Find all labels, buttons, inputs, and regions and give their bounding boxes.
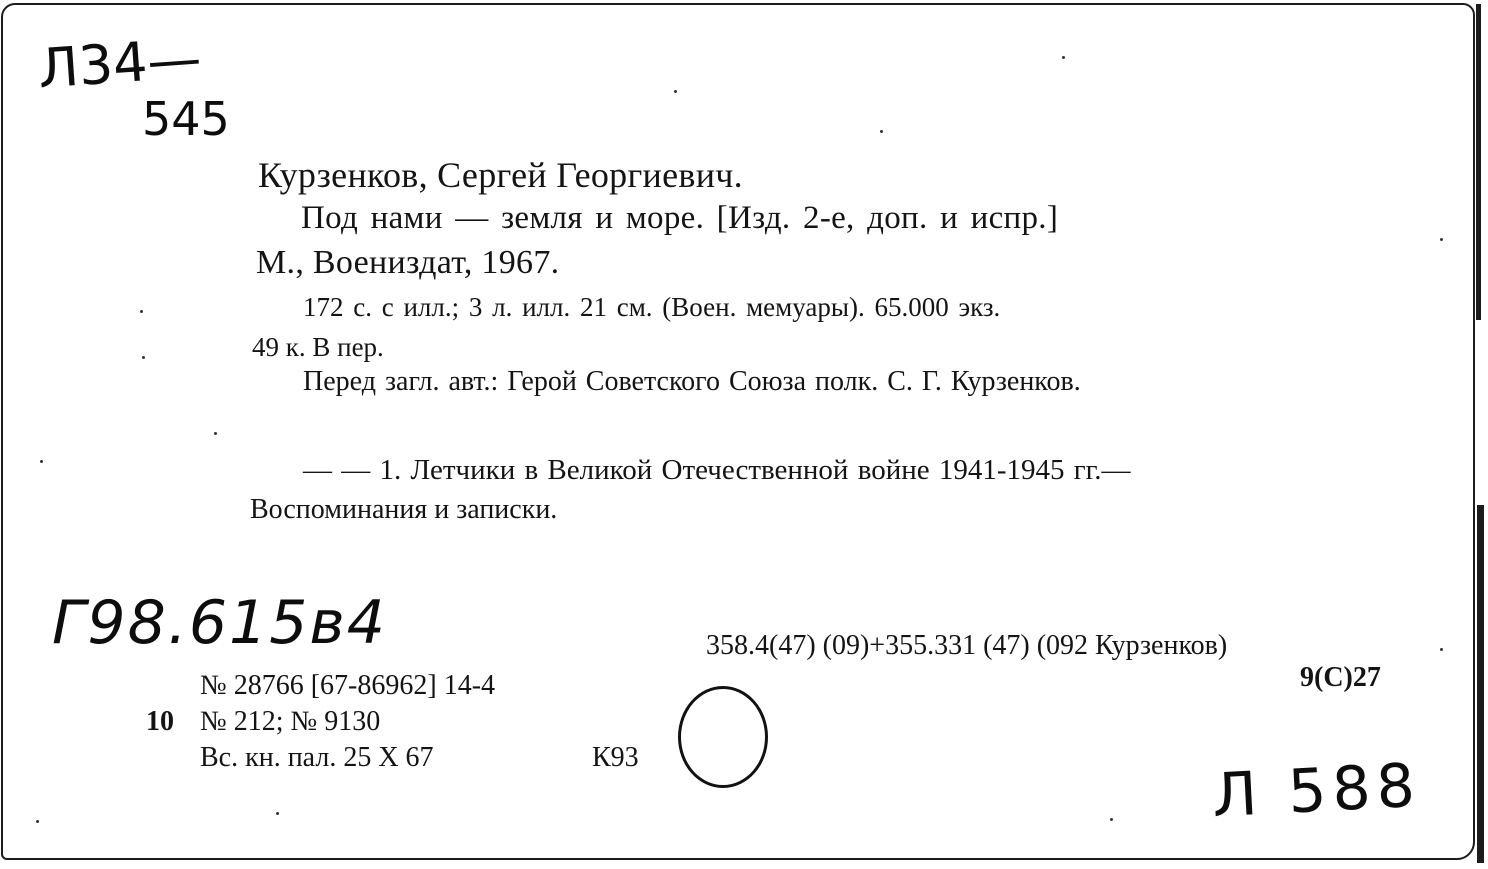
note-line: Перед загл. авт.: Герой Советского Союза полк. С. Г. Курзенков. [303, 366, 1081, 397]
speck [1440, 648, 1443, 651]
author-mark: К93 [592, 742, 639, 773]
handwritten-shelf-mark-line1: Л34— [36, 26, 204, 101]
order-number-line: № 28766 [67-86962] 14-4 [200, 670, 496, 701]
speck [140, 310, 143, 313]
speck [142, 356, 145, 359]
speck [1110, 818, 1113, 821]
udc-index: 358.4(47) (09)+355.331 (47) (092 Курзенков) [706, 630, 1228, 661]
speck [214, 432, 217, 435]
speck [40, 460, 43, 463]
circle-stamp [678, 686, 768, 788]
author-heading: Курзенков, Сергей Георгиевич. [258, 155, 743, 195]
physical-description: 172 с. с илл.; 3 л. илл. 21 см. (Воен. мемуары). 65.000 экз. [303, 292, 1001, 322]
speck [880, 130, 883, 133]
speck [674, 90, 677, 93]
handwritten-classification: Г98.615в4 [52, 588, 387, 658]
subject-line-2: Воспоминания и записки. [250, 494, 558, 525]
speck [36, 820, 39, 823]
order-prefix: 10 [146, 706, 174, 737]
card-edge-shadow [1476, 4, 1481, 320]
handwritten-shelf-mark-line2: 545 [142, 92, 230, 146]
handwritten-inventory-mark: Л 588 [1210, 750, 1423, 832]
card-edge-shadow [1477, 505, 1484, 863]
bbk-index: 9(С)27 [1300, 662, 1381, 693]
chamber-line: Вс. кн. пал. 25 X 67 [200, 742, 434, 773]
price-line: 49 к. В пер. [252, 332, 384, 362]
publisher-line: М., Воениздат, 1967. [256, 244, 560, 281]
speck [276, 812, 279, 815]
title-line: Под нами — земля и море. [Изд. 2-е, доп. и испр.] [301, 200, 1059, 236]
speck [1062, 56, 1065, 59]
speck [1440, 238, 1443, 241]
order-number-line-2: № 212; № 9130 [200, 706, 381, 737]
subject-line-1: — — 1. Летчики в Великой Отечественной войне 1941-1945 гг.— [303, 454, 1131, 486]
